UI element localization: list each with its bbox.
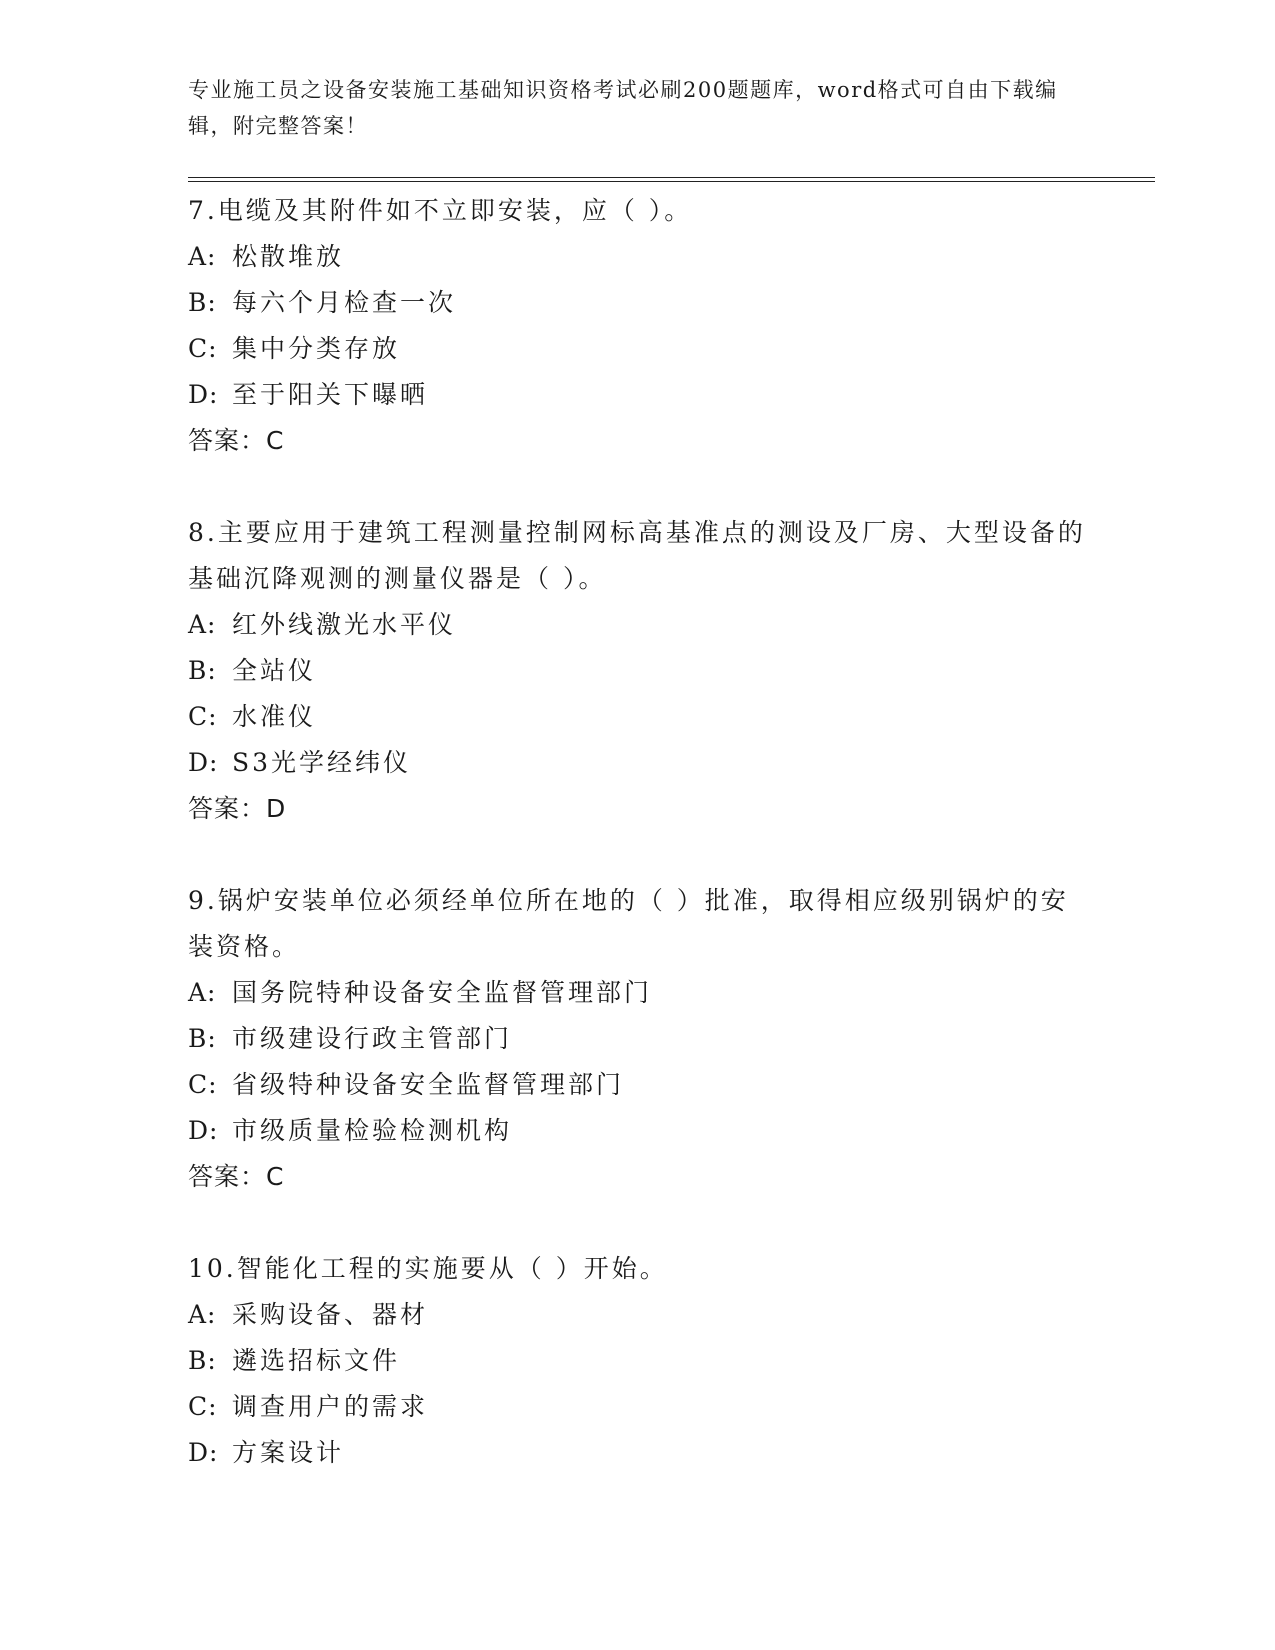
question-text: 10.智能化工程的实施要从（ ）开始。	[188, 1254, 668, 1283]
option-text: 红外线激光水平仪	[232, 610, 457, 639]
option-text: 方案设计	[232, 1438, 345, 1467]
option-text: 调查用户的需求	[232, 1392, 429, 1421]
question-text: 9.锅炉安装单位必须经单位所在地的（ ）批准，取得相应级别锅炉的安装资格。	[188, 886, 1069, 961]
option-text: 至于阳关下曝晒	[232, 380, 429, 409]
option-b	[188, 1016, 1088, 1062]
answer-line: 答案：C	[188, 426, 285, 455]
option-text: 国务院特种设备安全监督管理部门	[232, 978, 653, 1007]
option-letter: D:	[188, 1116, 219, 1145]
answer-line: 答案：C	[188, 1162, 285, 1191]
option-letter: A:	[188, 978, 217, 1007]
option-letter: A:	[188, 1300, 217, 1329]
header-divider	[188, 177, 1155, 182]
option-text: 市级质量检验检测机构	[232, 1116, 513, 1145]
option-text: 集中分类存放	[232, 334, 401, 363]
option-a	[188, 234, 1088, 280]
document-header-title: 专业施工员之设备安装施工基础知识资格考试必刷200题题库，word格式可自由下载编辑，附完整答案！	[188, 78, 1058, 138]
question-8	[188, 510, 1088, 832]
option-letter: B:	[188, 288, 217, 317]
question-text: 8.主要应用于建筑工程测量控制网标高基准点的测设及厂房、大型设备的基础沉降观测的测量仪器是（ ）。	[188, 518, 1086, 593]
option-text: S3光学经纬仪	[232, 748, 412, 777]
option-letter: B:	[188, 1346, 217, 1375]
option-letter: C:	[188, 334, 218, 363]
question-10	[188, 1246, 1088, 1476]
option-letter: C:	[188, 1070, 218, 1099]
option-letter: C:	[188, 1392, 218, 1421]
option-text: 水准仪	[232, 702, 317, 731]
answer-line: 答案：D	[188, 794, 287, 823]
question-9	[188, 878, 1088, 1200]
option-text: 每六个月检查一次	[232, 288, 457, 317]
option-d	[188, 740, 1088, 786]
option-c	[188, 1062, 1088, 1108]
option-letter: D:	[188, 1438, 219, 1467]
option-a	[188, 602, 1088, 648]
option-letter: C:	[188, 702, 218, 731]
option-a	[188, 1292, 1088, 1338]
option-letter: D:	[188, 748, 219, 777]
option-text: 松散堆放	[232, 242, 345, 271]
option-b	[188, 280, 1088, 326]
option-d	[188, 1430, 1088, 1476]
option-c	[188, 326, 1088, 372]
option-text: 全站仪	[232, 656, 317, 685]
option-letter: B:	[188, 1024, 217, 1053]
option-letter: A:	[188, 242, 217, 271]
option-c	[188, 1384, 1088, 1430]
option-text: 省级特种设备安全监督管理部门	[232, 1070, 625, 1099]
option-letter: A:	[188, 610, 217, 639]
option-text: 采购设备、器材	[232, 1300, 429, 1329]
option-d	[188, 372, 1088, 418]
option-a	[188, 970, 1088, 1016]
option-letter: B:	[188, 656, 217, 685]
option-c	[188, 694, 1088, 740]
question-7	[188, 188, 1088, 464]
option-letter: D:	[188, 380, 219, 409]
option-text: 遴选招标文件	[232, 1346, 401, 1375]
option-b	[188, 648, 1088, 694]
option-d	[188, 1108, 1088, 1154]
option-text: 市级建设行政主管部门	[232, 1024, 513, 1053]
question-text: 7.电缆及其附件如不立即安装，应（ ）。	[188, 196, 693, 225]
option-b	[188, 1338, 1088, 1384]
question-list	[188, 188, 1088, 1522]
